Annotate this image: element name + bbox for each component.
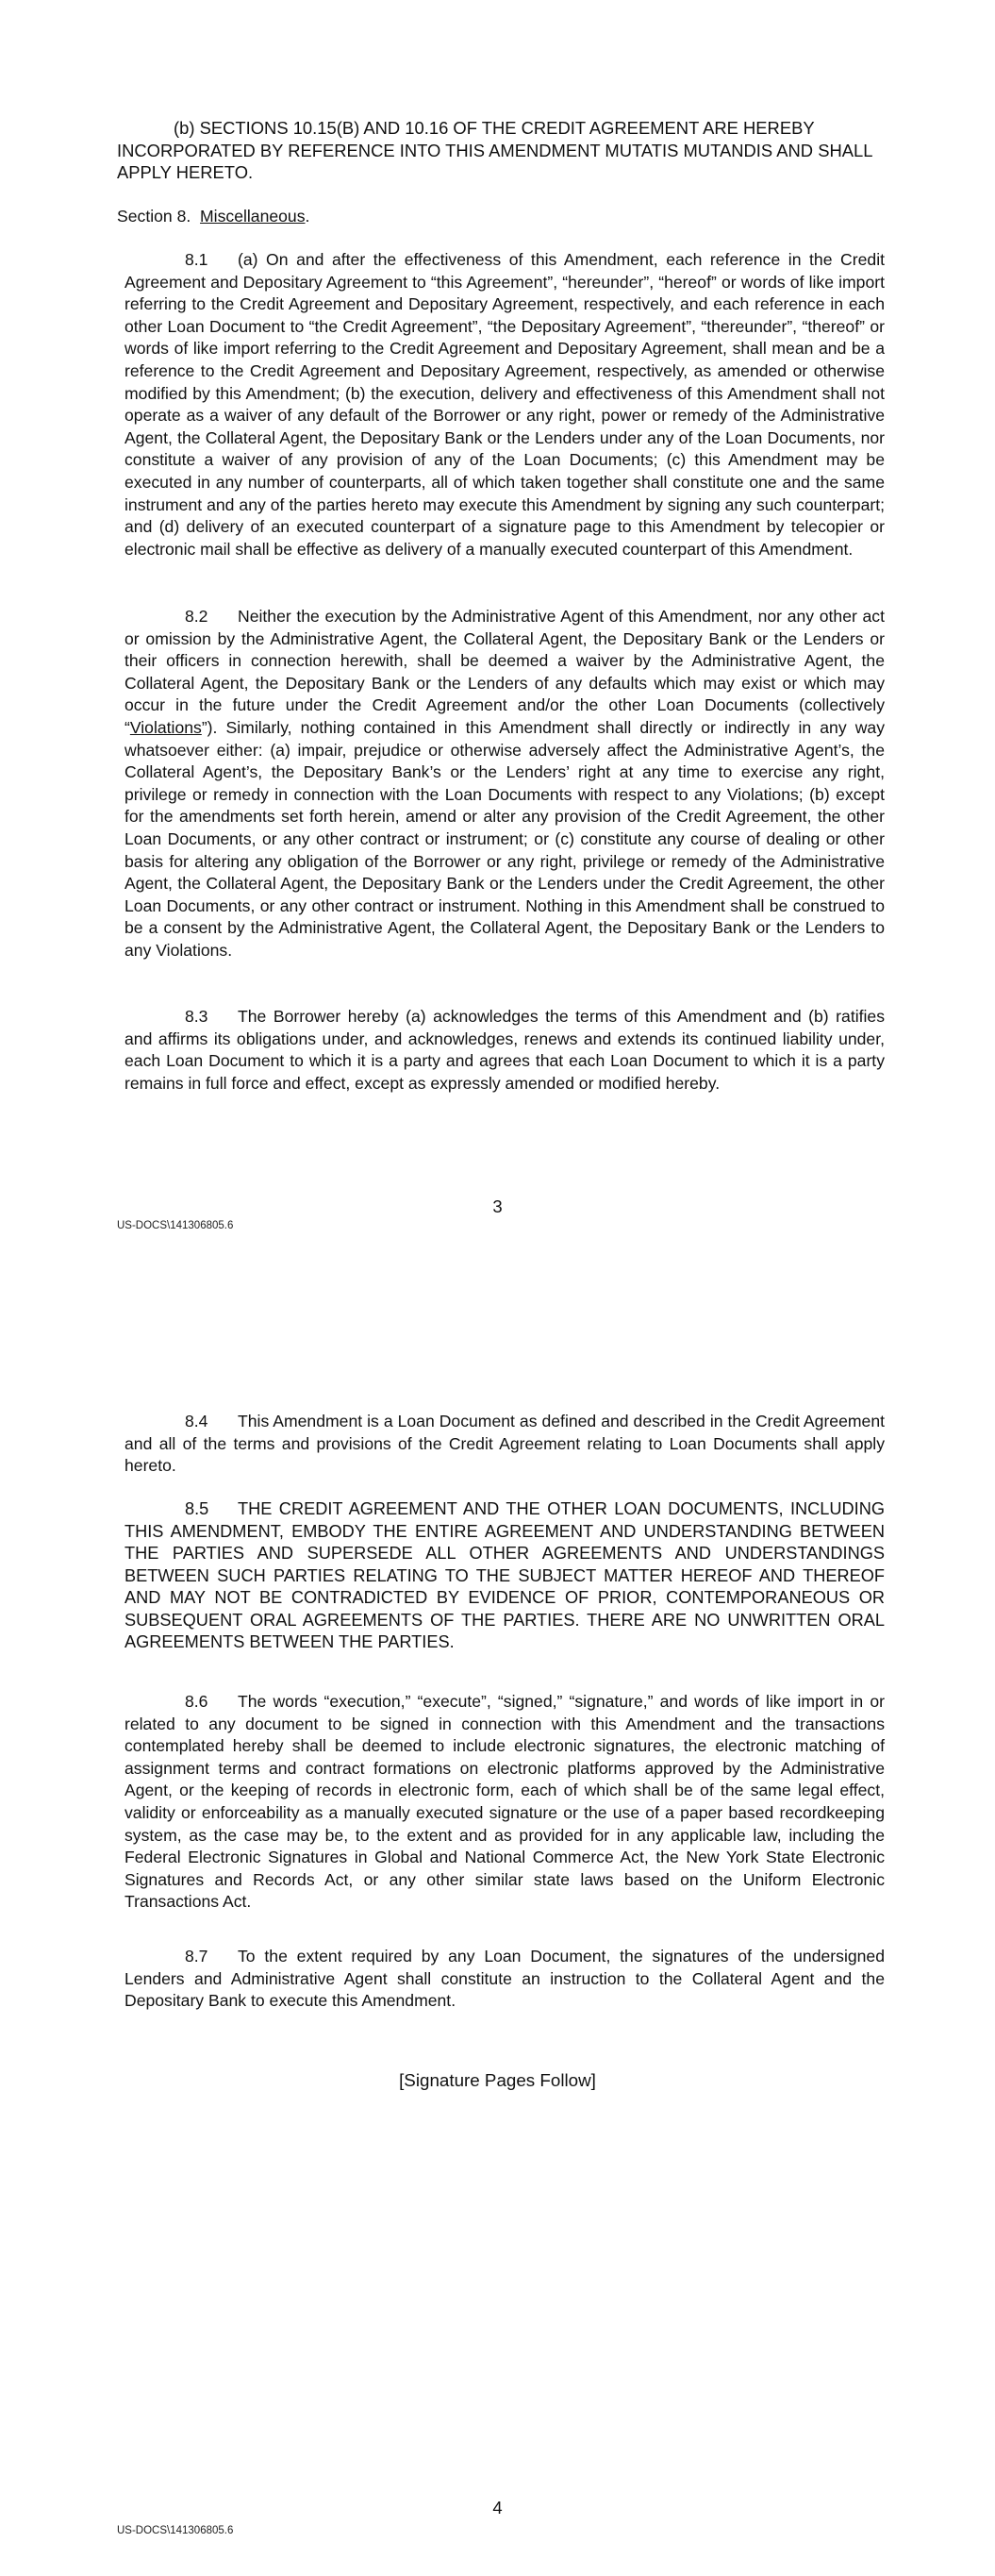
paragraph-8-4-text: This Amendment is a Loan Document as defined and described in the Credit Agreement and all of the terms and provisions of the Credit Agreement relating to Loan Documents shall apply hereto. [124,1412,885,1476]
section-7b-text: (b) SECTIONS 10.15(B) AND 10.16 OF THE CREDIT AGREEMENT ARE HEREBY INCORPORATED BY REFERENCE INTO THIS AMENDMENT MUTATIS MUTANDIS AND SHALL APPLY HERETO. [117,118,872,182]
page-4 [0,1288,995,2576]
page-number: 3 [492,1196,503,1216]
paragraph-number: 8.5 [185,1499,209,1518]
section-8-heading: Section 8. Miscellaneous. [117,207,310,226]
document-id: US-DOCS\141306805.6 [117,1220,234,1231]
document-id: US-DOCS\141306805.6 [117,2525,234,2536]
paragraph-8-2-text-after: ”). Similarly, nothing contained in this Amendment shall directly or indirectly in any way whatsoever either: (a) impair, prejudice or otherwise adversely affect the Administrative Agent’s, the Collateral Agent’s, the Depositary Bank’s or the Lenders’ right at any time to exercise any right, privilege or remedy in connection with the Loan Documents with respect to any Violations; (b) except for the amendments set forth herein, amend or alter any provision of the Credit Agreement, the other Loan Documents, or any other contract or instrument; or (c) constitute any course of dealing or other basis for altering any obligation of the Borrower or any right, privilege or remedy of the Administrative Agent, the Collateral Agent, the Depositary Bank or the Lenders under the Credit Agreement, the other Loan Documents, or any other contract or instrument. Nothing in this Amendment shall be construed to be a consent by the Administrative Agent, the Collateral Agent, the Depositary Bank or the Lenders to any Violations. [124,717,885,960]
paragraph-number: 8.4 [185,1412,208,1430]
paragraph-8-4 [124,1411,885,1478]
section-8-title: Miscellaneous [200,207,306,226]
paragraph-8-3 [124,1006,885,1095]
page-number: 4 [492,2498,503,2517]
paragraph-number: 8.3 [185,1007,208,1026]
paragraph-8-2 [124,606,885,962]
paragraph-8-5-text: THE CREDIT AGREEMENT AND THE OTHER LOAN DOCUMENTS, INCLUDING THIS AMENDMENT, EMBODY THE ENTIRE AGREEMENT AND UNDERSTANDING BETWEEN THE PARTIES AND SUPERSEDE ALL OTHER AGREEMENTS AND UNDERSTANDINGS BETWEEN SUCH PARTIES RELATING TO THE SUBJECT MATTER HEREOF AND THEREOF AND MAY NOT BE CONTRADICTED BY EVIDENCE OF PRIOR, CONTEMPORANEOUS OR SUBSEQUENT ORAL AGREEMENTS OF THE PARTIES. THERE ARE NO UNWRITTEN ORAL AGREEMENTS BETWEEN THE PARTIES. [124,1499,885,1651]
paragraph-number: 8.2 [185,607,208,626]
paragraph-8-1 [124,249,885,560]
paragraph-8-6-text: The words “execution,” “execute”, “signed,” “signature,” and words of like import in or related to any document to be signed in connection with this Amendment and the transactions contemplated hereby shall be deemed to include electronic signatures, the electronic matching of assignment terms and contract formations on electronic platforms approved by the Administrative Agent, or the keeping of records in electronic form, each of which shall be of the same legal effect, validity or enforceability as a manually executed signature or the use of a paper based recordkeeping system, as the case may be, to the extent and as provided for in any applicable law, including the Federal Electronic Signatures in Global and National Commerce Act, the New York State Electronic Signatures and Records Act, or any other similar state laws based on the Uniform Electronic Transactions Act. [124,1692,885,1912]
paragraph-8-6 [124,1691,885,1914]
paragraph-8-3-text: The Borrower hereby (a) acknowledges the terms of this Amendment and (b) ratifies and affirms its obligations under, and acknowledges, renews and extends its continued liability under, each Loan Document to which it is a party and agrees that each Loan Document to which it is a party remains in full force and effect, except as expressly amended or modified hereby. [124,1007,885,1093]
paragraph-8-7-text: To the extent required by any Loan Document, the signatures of the undersigned Lenders and Administrative Agent shall constitute an instruction to the Collateral Agent and the Depositary Bank to execute this Amendment. [124,1947,885,2011]
paragraph-number: 8.6 [185,1692,208,1711]
section-7b-paragraph [117,117,885,184]
paragraph-8-1-text: (a) On and after the effectiveness of this Amendment, each reference in the Credit Agreement and Depositary Agreement to “this Agreement”, “hereunder”, “hereof” or words of like import referring to the Credit Agreement and Depositary Agreement, respectively, and each reference in each other Loan Document to “the Credit Agreement”, “the Depositary Agreement”, “thereunder”, “thereof” or words of like import referring to the Credit Agreement and Depositary Agreement, shall mean and be a reference to the Credit Agreement and Depositary Agreement, respectively, as amended or otherwise modified by this Amendment; (b) the execution, delivery and effectiveness of this Amendment shall not operate as a waiver of any default of the Borrower or any right, power or remedy of the Administrative Agent, the Collateral Agent, the Depositary Bank or the Lenders under any of the Loan Documents, nor constitute a waiver of any provision of any of the Loan Documents; (c) this Amendment may be executed in any number of counterparts, all of which taken together shall constitute one and the same instrument and any of the parties hereto may execute this Amendment by signing any such counterpart; and (d) delivery of an executed counterpart of a signature page to this Amendment by telecopier or electronic mail shall be effective as delivery of a manually executed counterpart of this Amendment. [124,250,885,559]
paragraph-8-5 [124,1498,885,1654]
paragraph-8-7 [124,1946,885,2013]
paragraph-number: 8.1 [185,250,208,269]
paragraph-number: 8.7 [185,1947,208,1965]
section-8-label: Section 8. [117,207,191,226]
violations-defined-term: Violations [129,717,202,737]
signature-pages-follow: [Signature Pages Follow] [399,2070,596,2090]
paragraph-8-2-text-before: Neither the execution by the Administrative Agent of this Amendment, nor any other act or omission by the Administrative Agent, the Collateral Agent, the Depositary Bank or the Lenders or their officers in connection herewith, shall be deemed a waiver by the Administrative Agent, the Collateral Agent, the Depositary Bank or the Lenders of any defaults which may exist or which may occur in the future under the Credit Agreement and/or the other Loan Documents (collectively “ [124,607,885,737]
